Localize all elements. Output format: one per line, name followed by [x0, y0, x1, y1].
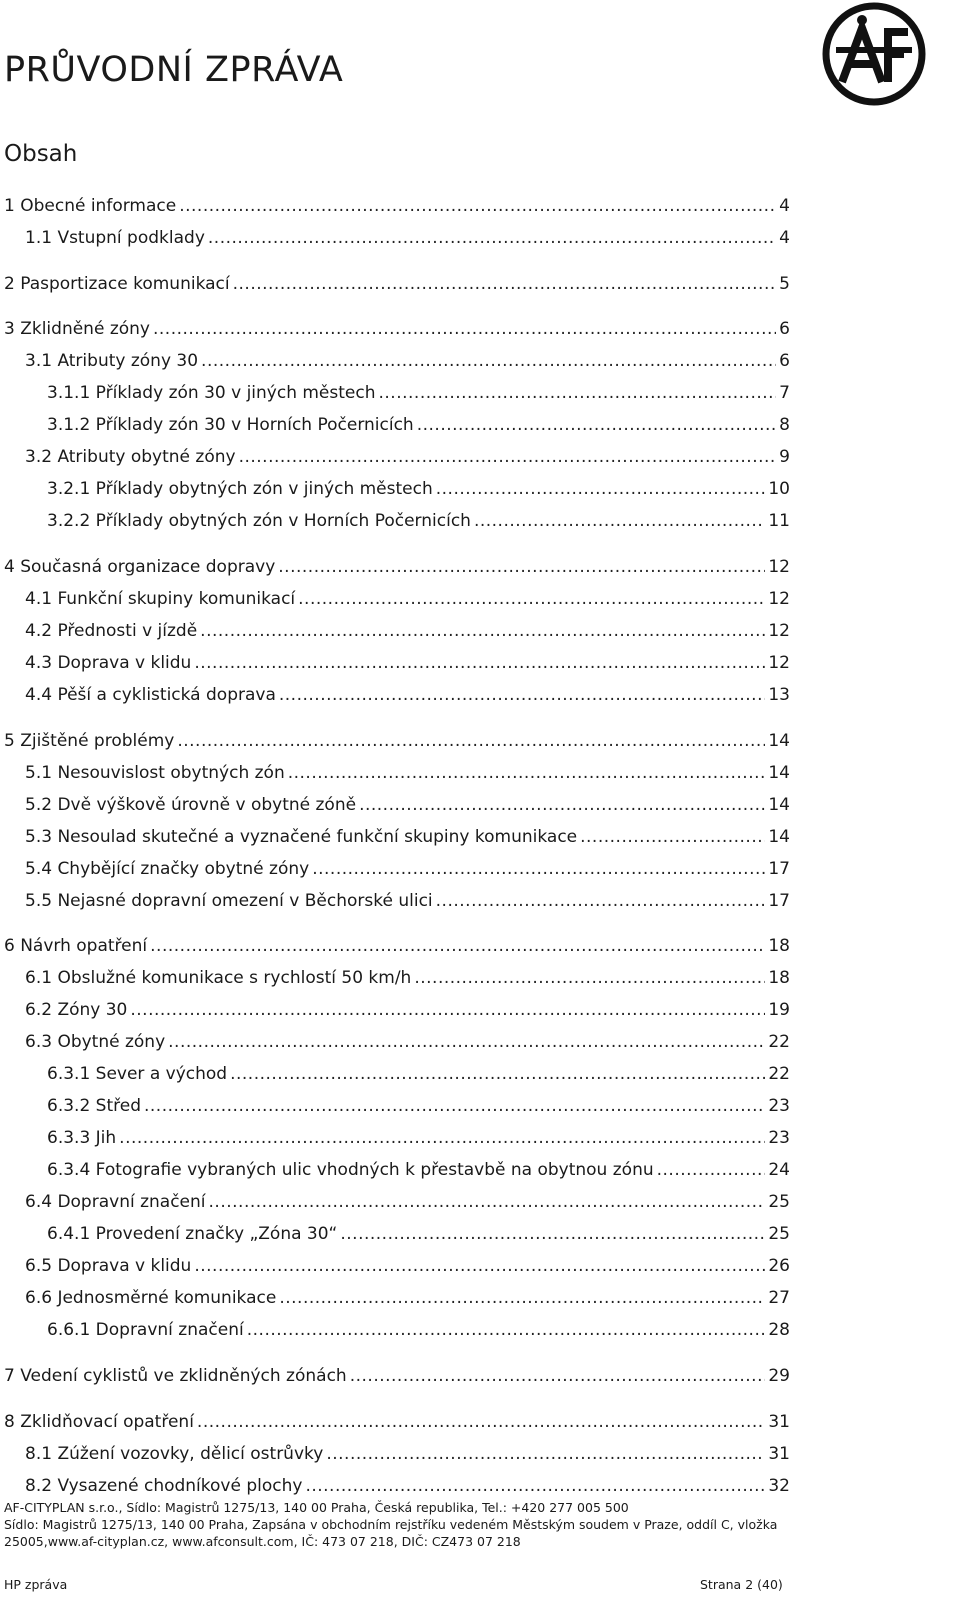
toc-entry[interactable]: [47, 1156, 790, 1184]
toc-entry[interactable]: [4, 315, 790, 343]
toc-entry[interactable]: [25, 964, 790, 992]
toc-entry[interactable]: [25, 823, 790, 851]
toc-entry[interactable]: [25, 585, 790, 613]
toc-entry[interactable]: [4, 270, 790, 298]
toc-entry-label: 6.6 Jednosměrné komunikace: [25, 1288, 277, 1308]
toc-entry-page: 12: [768, 653, 790, 673]
toc-entry-page: 14: [768, 827, 790, 847]
toc-entry-page: 9: [779, 447, 790, 467]
toc-entry-page: 12: [768, 589, 790, 609]
toc-entry[interactable]: [25, 224, 790, 252]
toc-entry-page: 22: [768, 1032, 790, 1052]
footer-contact-line: 25005,www.af-cityplan.cz, www.afconsult.com, IČ: 473 07 218, DIČ: CZ473 07 218: [4, 1534, 521, 1549]
toc-entry[interactable]: [47, 411, 790, 439]
toc-entry-page: 29: [768, 1366, 790, 1386]
toc-entry[interactable]: [47, 1092, 790, 1120]
toc-entry-page: 19: [768, 1000, 790, 1020]
toc-entry-page: 14: [768, 795, 790, 815]
toc-entry[interactable]: [25, 443, 790, 471]
toc-entry[interactable]: [47, 1220, 790, 1248]
toc-entry-page: 17: [768, 891, 790, 911]
toc-entry-page: 5: [779, 274, 790, 294]
toc-leader-dots: [474, 507, 765, 535]
toc-entry[interactable]: [4, 1408, 790, 1436]
toc-entry-label: 2 Pasportizace komunikací: [4, 274, 230, 294]
toc-entry[interactable]: [25, 1472, 790, 1500]
toc-leader-dots: [130, 996, 765, 1024]
toc-entry[interactable]: [4, 553, 790, 581]
toc-entry-label: 3.2.1 Příklady obytných zón v jiných městech: [47, 479, 433, 499]
toc-entry[interactable]: [25, 1188, 790, 1216]
toc-entry-label: 6.3.2 Střed: [47, 1096, 141, 1116]
toc-entry-label: 5.2 Dvě výškově úrovně v obytné zóně: [25, 795, 357, 815]
toc-entry[interactable]: [25, 1252, 790, 1280]
toc-entry-page: 31: [768, 1444, 790, 1464]
toc-leader-dots: [326, 1440, 765, 1468]
toc-leader-dots: [197, 1408, 765, 1436]
toc-entry-label: 5.4 Chybějící značky obytné zóny: [25, 859, 310, 879]
toc-entry-page: 17: [768, 859, 790, 879]
toc-entry-page: 25: [768, 1224, 790, 1244]
toc-leader-dots: [233, 270, 777, 298]
toc-leader-dots: [247, 1316, 766, 1344]
toc-entry-page: 24: [768, 1160, 790, 1180]
toc-entry-page: 26: [768, 1256, 790, 1276]
toc-leader-dots: [208, 224, 776, 252]
toc-entry-page: 13: [768, 685, 790, 705]
toc-leader-dots: [119, 1124, 765, 1152]
toc-entry[interactable]: [25, 617, 790, 645]
toc-entry-label: 4.3 Doprava v klidu: [25, 653, 192, 673]
toc-entry-label: 4.2 Přednosti v jízdě: [25, 621, 198, 641]
toc-entry[interactable]: [4, 192, 790, 220]
footer-company-line: AF-CITYPLAN s.r.o., Sídlo: Magistrů 1275/13, 140 00 Praha, Česká republika, Tel.: +420 277 005 500: [4, 1500, 629, 1515]
toc-entry-label: 4.4 Pěší a cyklistická doprava: [25, 685, 276, 705]
toc-entry-page: 6: [779, 319, 790, 339]
toc-leader-dots: [230, 1060, 765, 1088]
toc-leader-dots: [298, 585, 765, 613]
toc-entry-page: 11: [768, 511, 790, 531]
toc-leader-dots: [305, 1472, 765, 1500]
toc-entry-label: 3.2 Atributy obytné zóny: [25, 447, 236, 467]
toc-leader-dots: [359, 791, 765, 819]
toc-entry-label: 6.2 Zóny 30: [25, 1000, 128, 1020]
toc-entry-page: 32: [768, 1476, 790, 1496]
toc-entry[interactable]: [47, 1316, 790, 1344]
toc-entry-label: 8.1 Zúžení vozovky, dělicí ostrůvky: [25, 1444, 324, 1464]
toc-entry[interactable]: [25, 1284, 790, 1312]
document-title: PRŮVODNÍ ZPRÁVA: [4, 50, 344, 90]
toc-leader-dots: [278, 553, 765, 581]
toc-entry-page: 12: [768, 621, 790, 641]
toc-entry-label: 3.1.2 Příklady zón 30 v Horních Počernicích: [47, 415, 414, 435]
toc-leader-dots: [436, 475, 766, 503]
toc-entry-label: 6.1 Obslužné komunikace s rychlostí 50 km/h: [25, 968, 412, 988]
toc-leader-dots: [153, 315, 776, 343]
toc-leader-dots: [200, 617, 765, 645]
toc-entry[interactable]: [25, 855, 790, 883]
toc-leader-dots: [414, 964, 765, 992]
footer-page-number: Strana 2 (40): [700, 1577, 783, 1592]
toc-entry-label: 1 Obecné informace: [4, 196, 177, 216]
toc-entry[interactable]: [47, 475, 790, 503]
toc-entry-label: 1.1 Vstupní podklady: [25, 228, 205, 248]
toc-entry[interactable]: [25, 759, 790, 787]
toc-entry-page: 14: [768, 763, 790, 783]
toc-entry-label: 6.3.4 Fotografie vybraných ulic vhodných k přestavbě na obytnou zónu: [47, 1160, 654, 1180]
af-logo-icon: [822, 2, 926, 106]
toc-leader-dots: [194, 649, 765, 677]
toc-leader-dots: [279, 681, 765, 709]
toc-entry-label: 6.4.1 Provedení značky „Zóna 30“: [47, 1224, 338, 1244]
toc-entry[interactable]: [4, 932, 790, 960]
toc-entry-page: 23: [768, 1128, 790, 1148]
toc-entry[interactable]: [47, 507, 790, 535]
toc-leader-dots: [239, 443, 777, 471]
toc-entry-label: 8.2 Vysazené chodníkové plochy: [25, 1476, 303, 1496]
toc-entry-page: 22: [768, 1064, 790, 1084]
toc-leader-dots: [194, 1252, 765, 1280]
toc-leader-dots: [436, 887, 766, 915]
toc-entry-label: 6 Návrh opatření: [4, 936, 148, 956]
toc-entry-page: 12: [768, 557, 790, 577]
toc-entry-page: 18: [768, 968, 790, 988]
toc-entry-label: 6.3.1 Sever a východ: [47, 1064, 228, 1084]
toc-entry-label: 3 Zklidněné zóny: [4, 319, 150, 339]
toc-entry-page: 4: [779, 228, 790, 248]
toc-leader-dots: [417, 411, 776, 439]
toc-entry-page: 14: [768, 731, 790, 751]
toc-entry-label: 5 Zjištěné problémy: [4, 731, 175, 751]
toc-entry-label: 4 Současná organizace dopravy: [4, 557, 276, 577]
toc-entry[interactable]: [4, 727, 790, 755]
toc-entry-label: 4.1 Funkční skupiny komunikací: [25, 589, 296, 609]
toc-entry-label: 3.2.2 Příklady obytných zón v Horních Počernicích: [47, 511, 471, 531]
toc-entry[interactable]: [25, 649, 790, 677]
footer-document-name: HP zpráva: [4, 1577, 68, 1592]
toc-entry-page: 31: [768, 1412, 790, 1432]
toc-entry-page: 25: [768, 1192, 790, 1212]
toc-entry[interactable]: [47, 1060, 790, 1088]
toc-leader-dots: [150, 932, 765, 960]
toc-entry[interactable]: [47, 1124, 790, 1152]
toc-leader-dots: [350, 1362, 766, 1390]
toc-entry-label: 6.5 Doprava v klidu: [25, 1256, 192, 1276]
toc-entry[interactable]: [25, 887, 790, 915]
toc-entry-label: 5.5 Nejasné dopravní omezení v Běchorské ulici: [25, 891, 433, 911]
toc-leader-dots: [580, 823, 765, 851]
toc-entry-label: 5.1 Nesouvislost obytných zón: [25, 763, 285, 783]
toc-entry-page: 23: [768, 1096, 790, 1116]
toc-entry-page: 28: [768, 1320, 790, 1340]
toc-entry[interactable]: [4, 1362, 790, 1390]
toc-leader-dots: [657, 1156, 766, 1184]
toc-entry-label: 6.6.1 Dopravní značení: [47, 1320, 244, 1340]
toc-entry-page: 18: [768, 936, 790, 956]
toc-entry[interactable]: [25, 347, 790, 375]
toc-leader-dots: [312, 855, 765, 883]
toc-leader-dots: [279, 1284, 765, 1312]
toc-entry-page: 27: [768, 1288, 790, 1308]
toc-entry-label: 7 Vedení cyklistů ve zklidněných zónách: [4, 1366, 347, 1386]
toc-leader-dots: [340, 1220, 765, 1248]
toc-entry[interactable]: [25, 791, 790, 819]
toc-leader-dots: [144, 1092, 765, 1120]
toc-entry-page: 8: [779, 415, 790, 435]
toc-leader-dots: [177, 727, 765, 755]
toc-entry-label: 5.3 Nesoulad skutečné a vyznačené funkční skupiny komunikace: [25, 827, 578, 847]
toc-entry-page: 7: [779, 383, 790, 403]
toc-leader-dots: [201, 347, 776, 375]
toc-entry-label: 8 Zklidňovací opatření: [4, 1412, 194, 1432]
toc-heading: Obsah: [4, 141, 78, 167]
toc-leader-dots: [209, 1188, 766, 1216]
toc-entry-label: 3.1 Atributy zóny 30: [25, 351, 199, 371]
toc-entry[interactable]: [25, 996, 790, 1024]
toc-leader-dots: [179, 192, 776, 220]
toc-leader-dots: [288, 759, 766, 787]
toc-entry-label: 6.3 Obytné zóny: [25, 1032, 166, 1052]
toc-entry-page: 6: [779, 351, 790, 371]
toc-entry[interactable]: [25, 681, 790, 709]
toc-entry[interactable]: [25, 1440, 790, 1468]
toc-entry-page: 4: [779, 196, 790, 216]
toc-entry[interactable]: [25, 1028, 790, 1056]
toc-entry[interactable]: [47, 379, 790, 407]
toc-leader-dots: [168, 1028, 765, 1056]
toc-entry-label: 6.4 Dopravní značení: [25, 1192, 206, 1212]
toc-entry-label: 6.3.3 Jih: [47, 1128, 117, 1148]
toc-entry-label: 3.1.1 Příklady zón 30 v jiných městech: [47, 383, 376, 403]
toc-leader-dots: [379, 379, 777, 407]
toc-entry-page: 10: [768, 479, 790, 499]
footer-registry-line: Sídlo: Magistrů 1275/13, 140 00 Praha, Zapsána v obchodním rejstříku vedeném Městským soudem v Praze, oddíl C, vložka: [4, 1517, 778, 1532]
